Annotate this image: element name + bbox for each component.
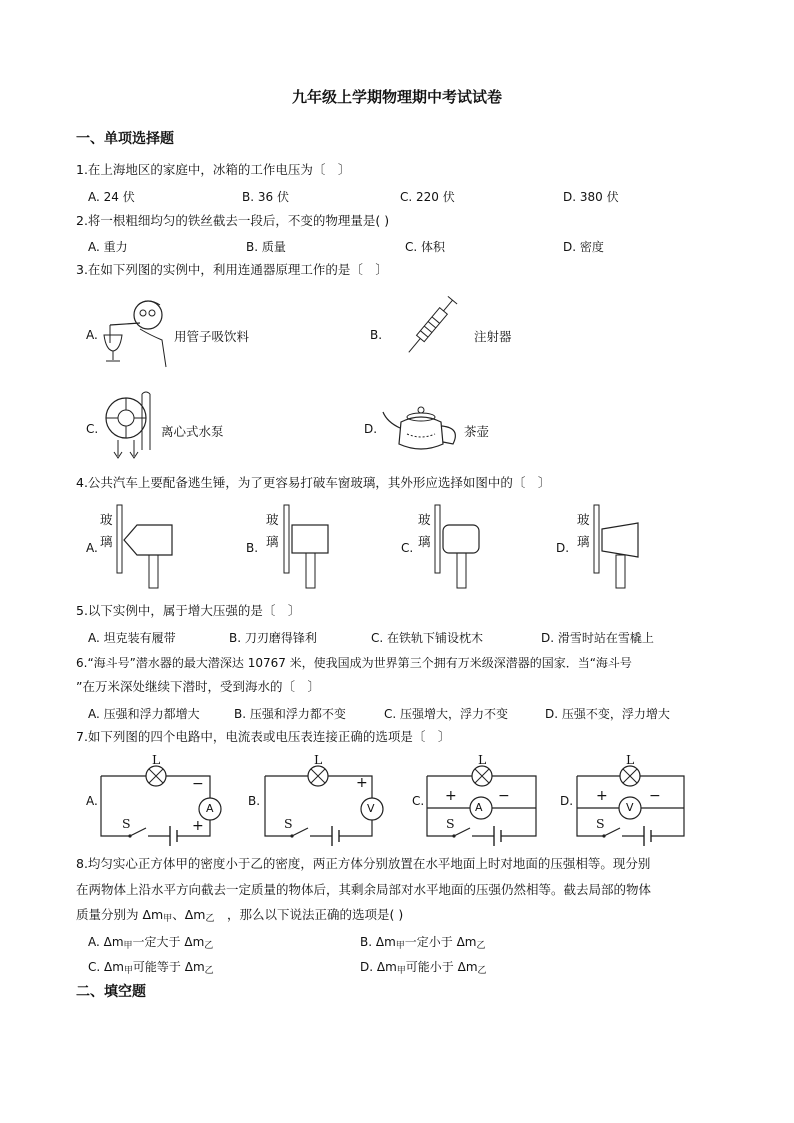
- syringe-illustration: [395, 292, 465, 362]
- q5-option-b: B. 刀刃磨得锋利: [229, 631, 317, 645]
- q3-letter-a: A.: [86, 328, 98, 342]
- q8-option-d: D. $\Delta m_甲$可能小于 $\Delta m_乙$: [360, 960, 487, 976]
- circuit-c-lamp-label: L: [478, 752, 487, 767]
- q4-letter-c: C.: [401, 541, 414, 555]
- question-7-stem: 7.如下列图的四个电路中，电流表或电压表连接正确的选项是〔 〕: [76, 729, 451, 744]
- q6-option-c: C. 压强增大，浮力不变: [384, 707, 509, 721]
- q7-letter-c: C.: [412, 794, 425, 808]
- q3-letter-c: C.: [86, 422, 99, 436]
- q6-option-d: D. 压强不变，浮力增大: [545, 707, 670, 721]
- q4-glass-label-c-top: 玻: [418, 512, 431, 527]
- q4-glass-label-d-top: 玻: [577, 512, 590, 527]
- hammer-b-flat-head: [284, 505, 334, 590]
- q5-option-d: D. 滑雪时站在雪橇上: [541, 631, 654, 645]
- circuit-b: [264, 752, 389, 844]
- centrifugal-pump-illustration: [102, 390, 160, 462]
- teapot-illustration: [381, 400, 463, 458]
- question-1-stem: 1.在上海地区的家庭中，冰箱的工作电压为〔 〕: [76, 162, 351, 177]
- q3-letter-b: B.: [370, 328, 383, 342]
- q7-letter-b: B.: [248, 794, 261, 808]
- hammer-a-pointed-head: [117, 505, 177, 590]
- question-8-line-1: 8.均匀实心正方体甲的密度小于乙的密度，两正方体分别放置在水平地面上时对地面的压强相等。现分别: [76, 856, 651, 871]
- circuit-c-switch-label: S: [446, 816, 455, 831]
- question-6-line-1: 6.“海斗号”潜水器的最大潜深达 10767 米，使我国成为世界第三个拥有万米级深潜器的国家．当“海斗号: [76, 656, 632, 670]
- circuit-d-plus-sign: +: [596, 788, 608, 804]
- hammer-d-tapered-head: [594, 505, 644, 590]
- hammer-c-rounded-head: [435, 505, 485, 590]
- q8-option-c: C. $\Delta m_甲$可能等于 $\Delta m_乙$: [88, 960, 214, 976]
- q4-glass-label-d-bottom: 璃: [577, 534, 590, 549]
- question-8-line-2: 在两物体上沿水平方向截去一定质量的物体后，其剩余局部对水平地面的压强仍然相等。截去局部的物体: [76, 882, 652, 897]
- q3-letter-d: D.: [364, 422, 378, 436]
- q4-letter-d: D.: [556, 541, 570, 555]
- q6-option-b: B. 压强和浮力都不变: [234, 707, 346, 721]
- q3-caption-c: 离心式水泵: [161, 424, 224, 439]
- circuit-b-plus-sign: +: [356, 775, 368, 791]
- q1-option-d: D. 380 伏: [563, 190, 619, 204]
- q7-letter-d: D.: [560, 794, 574, 808]
- question-8-line-3: 质量分别为 $\Delta m_甲$、$\Delta m_乙$ ，那么以下说法正确的选项是( ): [76, 907, 404, 924]
- circuit-a-switch-label: S: [122, 816, 131, 831]
- q4-glass-label-a-top: 玻: [100, 512, 113, 527]
- q4-letter-b: B.: [246, 541, 259, 555]
- circuit-d-switch-label: S: [596, 816, 605, 831]
- q1-option-c: C. 220 伏: [400, 190, 455, 204]
- q7-letter-a: A.: [86, 794, 98, 808]
- circuit-d-voltmeter-symbol: V: [626, 801, 634, 814]
- question-3-stem: 3.在如下列图的实例中，利用连通器原理工作的是〔 〕: [76, 262, 388, 277]
- circuit-b-lamp-label: L: [314, 752, 323, 767]
- circuit-c-minus-sign: −: [498, 788, 510, 804]
- q4-glass-label-b-top: 玻: [266, 512, 279, 527]
- circuit-b-voltmeter-symbol: V: [367, 802, 375, 815]
- q4-glass-label-a-bottom: 璃: [100, 534, 113, 549]
- q1-option-a: A. 24 伏: [88, 190, 135, 204]
- q3-caption-a: 用管子吸饮料: [174, 329, 250, 344]
- q4-glass-label-c-bottom: 璃: [418, 534, 431, 549]
- q5-option-c: C. 在铁轨下铺设枕木: [371, 631, 484, 645]
- circuit-d-minus-sign: −: [649, 788, 661, 804]
- circuit-a: [100, 752, 225, 844]
- q1-option-b: B. 36 伏: [242, 190, 289, 204]
- q5-option-a: A. 坦克装有履带: [88, 631, 176, 645]
- section-heading-fill-in: 二、填空题: [76, 984, 146, 1000]
- q8-option-a: A. $\Delta m_甲$一定大于 $\Delta m_乙$: [88, 935, 214, 951]
- circuit-a-plus-sign: +: [192, 818, 204, 834]
- circuit-a-lamp-label: L: [152, 752, 161, 767]
- q3-caption-d: 茶壶: [464, 424, 490, 439]
- circuit-c-ammeter-symbol: A: [475, 801, 483, 814]
- straw-drinking-illustration: [100, 295, 170, 370]
- question-6-line-2: ”在万米深处继续下潜时，受到海水的〔 〕: [76, 679, 320, 694]
- question-2-stem: 2.将一根粗细均匀的铁丝截去一段后，不变的物理量是( ): [76, 213, 390, 228]
- q2-option-a: A. 重力: [88, 240, 128, 254]
- q2-option-b: B. 质量: [246, 240, 286, 254]
- q3-caption-b: 注射器: [474, 329, 512, 344]
- circuit-a-minus-sign: −: [192, 776, 204, 792]
- question-5-stem: 5.以下实例中，属于增大压强的是〔 〕: [76, 603, 301, 618]
- q2-option-c: C. 体积: [405, 240, 446, 254]
- page-title: 九年级上学期物理期中考试试卷: [291, 88, 502, 106]
- circuit-d-lamp-label: L: [626, 752, 635, 767]
- circuit-a-ammeter-symbol: A: [206, 802, 214, 815]
- circuit-b-switch-label: S: [284, 816, 293, 831]
- question-4-stem: 4.公共汽车上要配备逃生锤，为了更容易打破车窗玻璃，其外形应选择如图中的〔 〕: [76, 475, 551, 490]
- q4-glass-label-b-bottom: 璃: [266, 534, 279, 549]
- q6-option-a: A. 压强和浮力都增大: [88, 707, 200, 721]
- section-heading-single-choice: 一、单项选择题: [76, 131, 174, 147]
- q2-option-d: D. 密度: [563, 240, 604, 254]
- q4-letter-a: A.: [86, 541, 98, 555]
- q8-option-b: B. $\Delta m_甲$一定小于 $\Delta m_乙$: [360, 935, 486, 951]
- circuit-c-plus-sign: +: [445, 788, 457, 804]
